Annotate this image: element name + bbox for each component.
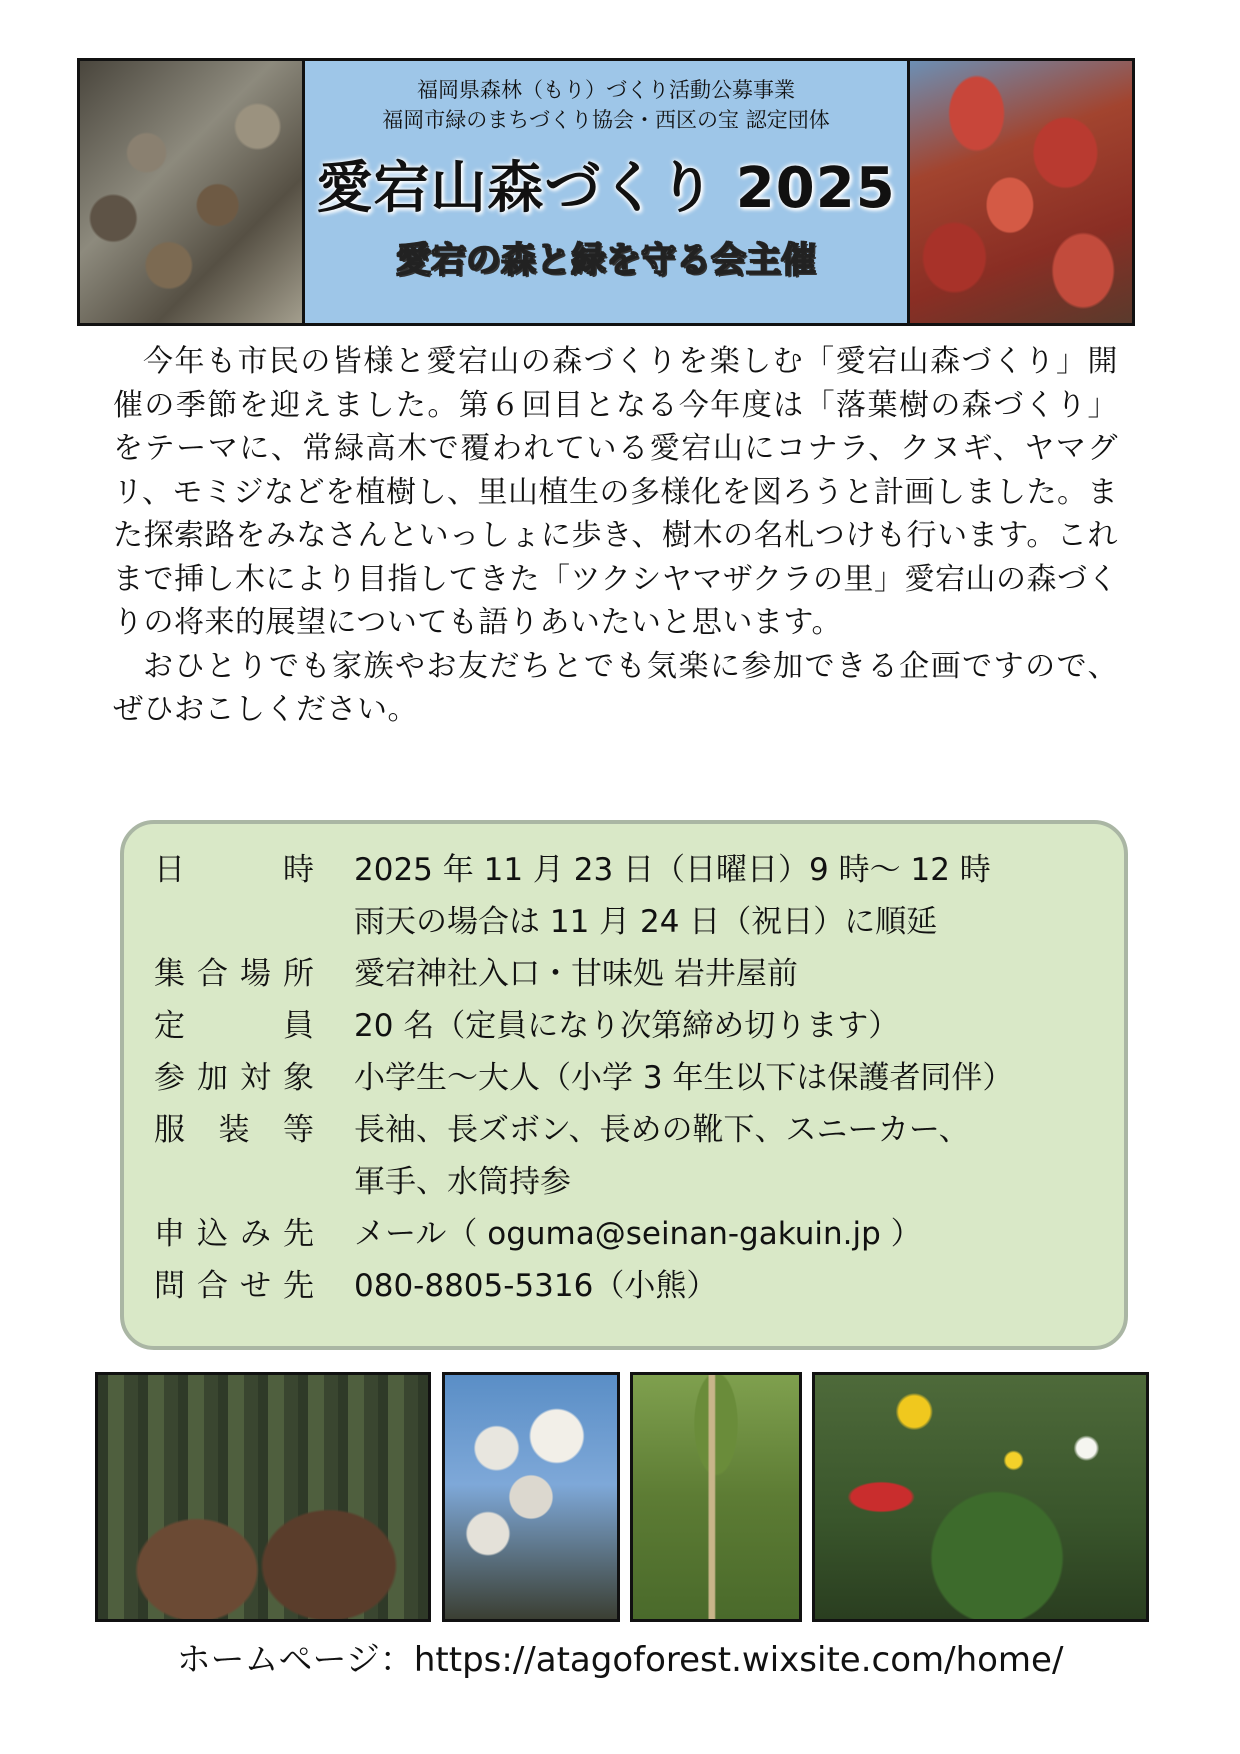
clothing-row: [154, 1110, 970, 1150]
apply-email[interactable]: メール（ oguma@seinan-gakuin.jp ）: [354, 1216, 922, 1252]
intro-paragraph-1: 今年も市民の皆様と愛宕山の森づくりを楽しむ「愛宕山森づくり」開催の季節を迎えました。第６回目となる今年度は「落葉樹の森づくり」をテーマに、常緑高木で覆われている愛宕山にコナラ、クヌギ、ヤマグリ、モミジなどを植樹し、里山植生の多様化を図ろうと計画しました。また探索路をみなさんといっしょに歩き、樹木の名札つけも行います。これまで挿し木により目指してきた「ツクシヤマザクラの里」愛宕山の森づくりの将来的展望についても語りあいたいと思います。: [113, 344, 1118, 640]
volunteers-working-photo: [812, 1372, 1149, 1622]
header-banner: [77, 58, 1135, 326]
clothing-value-1: 長袖、長ズボン、長めの靴下、スニーカー、: [354, 1112, 970, 1148]
target-value: 小学生～大人（小学 3 年生以下は保護者同伴）: [354, 1060, 1014, 1096]
intro-text: [113, 340, 1118, 732]
capacity-row: [154, 1006, 899, 1046]
header-sponsor-line: 福岡県森林（もり）づくり活動公募事業: [417, 78, 795, 102]
page-title: 愛宕山森づくり 2025: [316, 156, 896, 221]
cherry-tree-photo: [442, 1372, 620, 1622]
apply-row: [154, 1214, 922, 1254]
event-info-box: [120, 820, 1128, 1350]
capacity-value: 20 名（定員になり次第締め切ります）: [354, 1008, 900, 1044]
apply-label: 申込み先: [154, 1216, 314, 1252]
target-label: 参加対象: [154, 1060, 314, 1096]
place-row: [154, 954, 798, 994]
homepage-link[interactable]: ホームページ：https://atagoforest.wixsite.com/home/: [176, 1640, 1064, 1680]
header-title-panel: [302, 61, 910, 323]
date-row: [154, 850, 991, 890]
clothing-label: 服装等: [154, 1112, 314, 1148]
rain-date-row: [154, 902, 937, 942]
date-label: 日時: [154, 852, 314, 888]
contact-label: 問合せ先: [154, 1268, 314, 1304]
contact-row: [154, 1266, 717, 1306]
target-row: [154, 1058, 1013, 1098]
place-value: 愛宕神社入口・甘味処 岩井屋前: [354, 956, 798, 992]
header-certification-line: 福岡市緑のまちづくり協会・西区の宝 認定団体: [382, 108, 830, 132]
place-label: 集合場所: [154, 956, 314, 992]
clothing-value-2: 軍手、水筒持参: [354, 1164, 571, 1200]
capacity-label: 定員: [154, 1008, 314, 1044]
autumn-leaves-photo: [910, 61, 1132, 323]
clothing-row-2: [154, 1162, 571, 1202]
organizer-subtitle: 愛宕の森と緑を守る会主催: [395, 241, 816, 281]
rain-date-note: 雨天の場合は 11 月 24 日（祝日）に順延: [354, 904, 938, 940]
contact-phone: 080-8805-5316（小熊）: [354, 1268, 718, 1304]
group-activity-photo: [95, 1372, 431, 1622]
intro-paragraph-2: おひとりでも家族やお友だちとでも気楽に参加できる企画ですので、ぜひおこしください。: [113, 648, 1118, 727]
date-value: 2025 年 11 月 23 日（日曜日）9 時～ 12 時: [354, 852, 991, 888]
acorn-photo: [80, 61, 302, 323]
sapling-photo: [630, 1372, 802, 1622]
